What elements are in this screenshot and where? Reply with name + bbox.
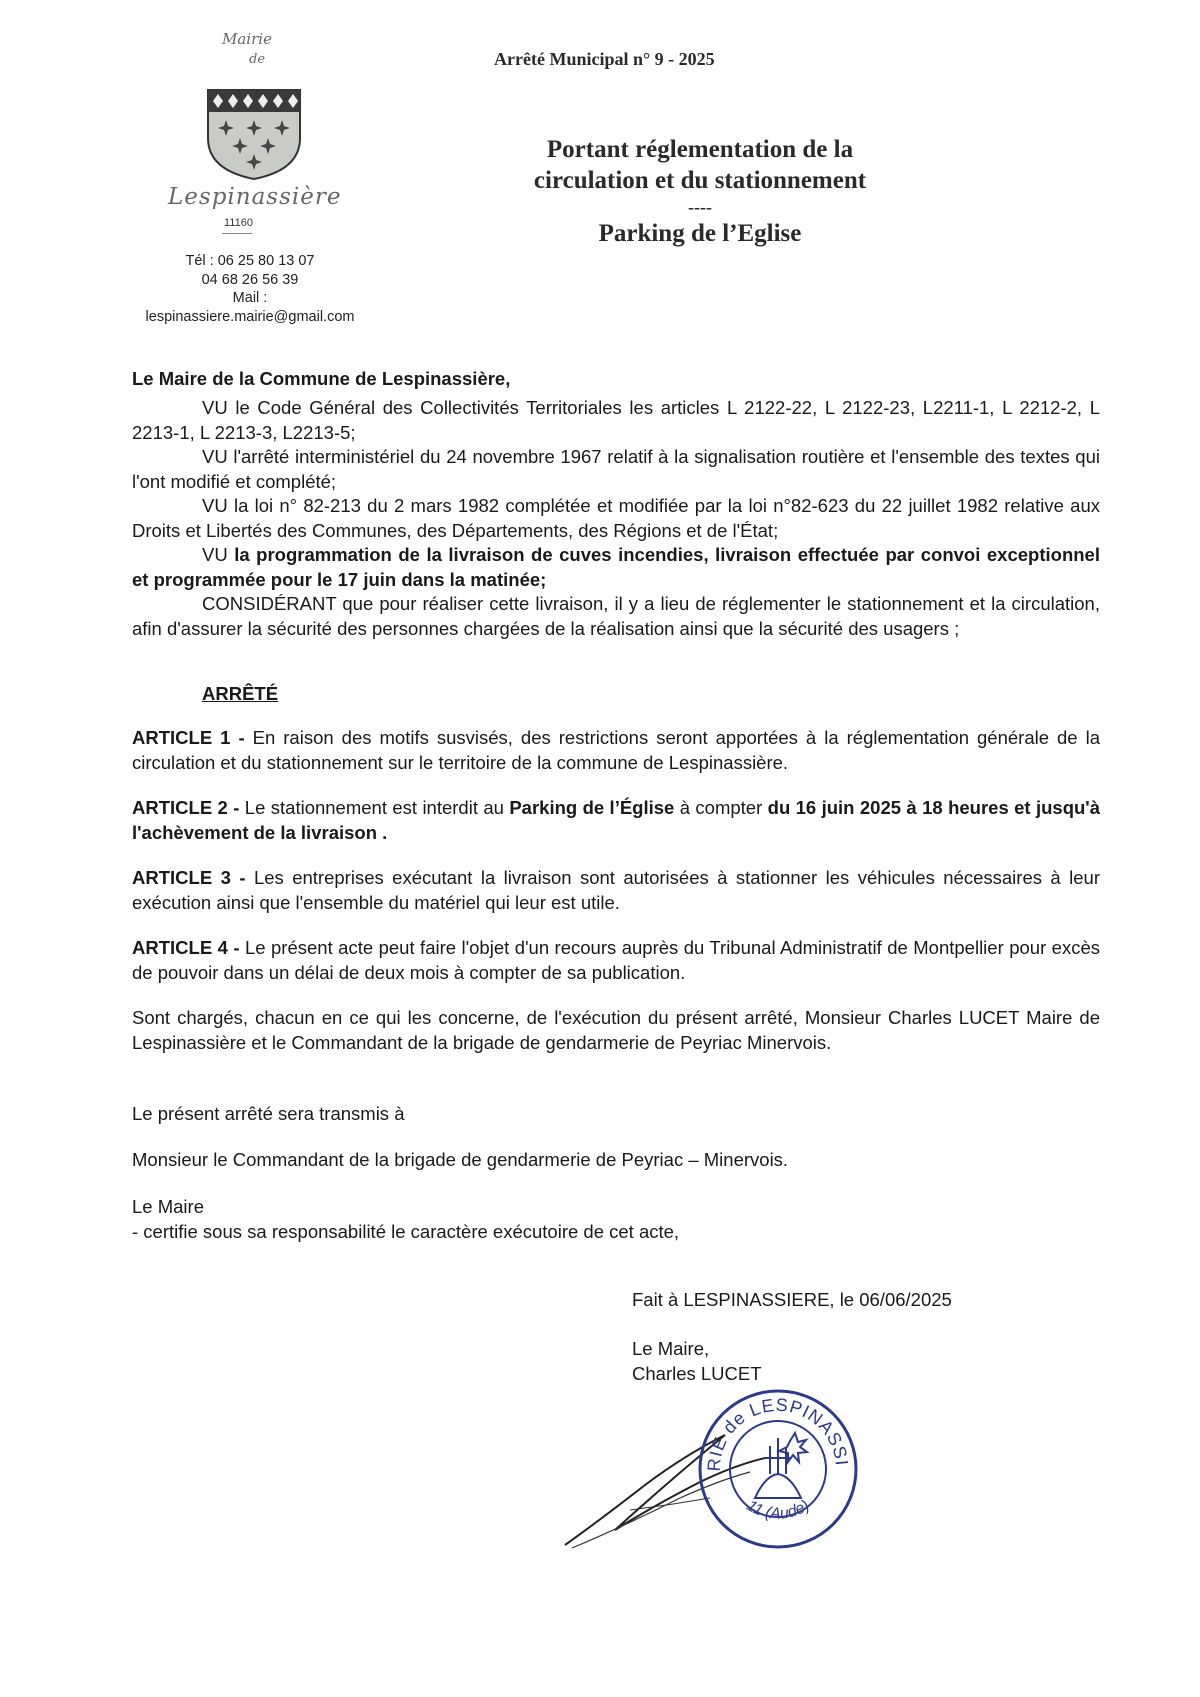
visa-prefix: VU bbox=[202, 544, 235, 565]
mail-label: Mail : bbox=[232, 290, 268, 306]
certification-text: - certifie sous sa responsabilité le caractère exécutoire de cet acte, bbox=[132, 1220, 680, 1242]
postal-underline bbox=[222, 233, 252, 234]
article-4-text: Le présent acte peut faire l'objet d'un recours auprès du Tribunal Administratif de Montpellier pour excès de pouvoir dans un délai de deux mois à compter de sa publication. bbox=[132, 937, 1101, 983]
logo-line-mairie: Mairie bbox=[222, 30, 272, 48]
transmission-recipient: Monsieur le Commandant de la brigade de gendarmerie de Peyriac – Minervois. bbox=[132, 1149, 789, 1170]
article-4-label: ARTICLE 4 - bbox=[132, 937, 240, 958]
postal-code: 11160 bbox=[224, 217, 253, 229]
signatory-name: Charles LUCET bbox=[632, 1362, 762, 1384]
visa-programmation bbox=[132, 543, 1100, 592]
article-4 bbox=[132, 936, 1100, 985]
visa-programmation-bold: la programmation de la livraison de cuves incendies, livraison effectuée par convoi exceptionnel et programmée pour le 17 juin dans la matinée; bbox=[132, 544, 1100, 590]
certification-title: Le Maire bbox=[132, 1196, 204, 1217]
coat-of-arms-logo bbox=[204, 86, 304, 182]
article-1 bbox=[132, 726, 1100, 775]
telephone-1: Tél : 06 25 80 13 07 bbox=[185, 253, 315, 269]
visa-arrete-1967: VU l'arrêté interministériel du 24 novembre 1967 relatif à la signalisation routière et l'ensemble des textes qui l'ont modifié et complété; bbox=[132, 446, 1100, 492]
signatory-block bbox=[632, 1337, 762, 1386]
article-2-text-2: à compter bbox=[674, 797, 768, 818]
logo-commune-name: Lespinassière bbox=[168, 184, 342, 210]
telephone-2: 04 68 26 56 39 bbox=[201, 271, 299, 288]
article-2-label: ARTICLE 2 - bbox=[132, 797, 240, 818]
arrete-heading: ARRÊTÉ bbox=[202, 683, 279, 704]
certification-block bbox=[132, 1195, 679, 1244]
visa-cgct: VU le Code Général des Collectivités Territoriales les articles L 2122-22, L 2122-23, L2211-1, L 2212-2, L 2213-1, L 2213-3, L2213-5; bbox=[132, 397, 1100, 443]
article-1-label: ARTICLE 1 - bbox=[132, 727, 245, 748]
article-3-text: Les entreprises exécutant la livraison sont autorisées à stationner les véhicules nécessaires à leur exécution ainsi que l'ensemble du matériel qui leur est utile. bbox=[132, 867, 1101, 913]
article-2-dates: du 16 juin 2025 à 18 heures et jusqu'à l'achèvement de la livraison . bbox=[132, 797, 1100, 843]
logo-line-de: de bbox=[249, 52, 266, 67]
title-line-2: circulation et du stationnement bbox=[533, 167, 867, 194]
considerant: CONSIDÉRANT que pour réaliser cette livraison, il y a lieu de réglementer le stationnement et la circulation, afin d'assurer la sécurité des personnes chargées de la réalisation ainsi que la sécurité des usagers ; bbox=[132, 593, 1100, 639]
arrete-reference: Arrêté Municipal n° 9 - 2025 bbox=[494, 49, 715, 69]
stamp-top-text: RIE de LESPINASSI bbox=[703, 1394, 852, 1473]
mairie-stamp bbox=[695, 1386, 861, 1552]
article-2-text-1: Le stationnement est interdit au bbox=[239, 797, 510, 818]
article-3 bbox=[132, 866, 1100, 915]
article-2 bbox=[132, 796, 1100, 845]
article-3-label: ARTICLE 3 - bbox=[132, 867, 246, 888]
article-1-text: En raison des motifs susvisés, des restrictions seront apportées à la réglementation générale de la circulation et du stationnement sur le territoire de la commune de Lespinassière. bbox=[132, 727, 1100, 773]
article-2-location: Parking de l’Église bbox=[509, 797, 675, 818]
stamp-bottom-text: 11 (Aude) bbox=[743, 1497, 813, 1523]
contact-block bbox=[120, 252, 380, 326]
title-separator: ---- bbox=[688, 197, 712, 217]
visa-loi-1982: VU la loi n° 82-213 du 2 mars 1982 complétée et modifiée par la loi n°82-623 du 22 juillet 1982 relative aux Droits et Libertés des Communes, des Départements, des Régions et de l'État; bbox=[132, 495, 1100, 541]
transmission-line: Le présent arrêté sera transmis à bbox=[132, 1103, 405, 1124]
execution-clause: Sont chargés, chacun en ce qui les concerne, de l'exécution du présent arrêté, Monsieur Charles LUCET Maire de Lespinassière et le Commandant de la brigade de gendarmerie de Peyriac Minervois. bbox=[132, 1007, 1100, 1053]
stamp-emblem-icon bbox=[755, 1433, 807, 1498]
title-line-3: Parking de l’Eglise bbox=[598, 220, 802, 247]
fait-a-date: Fait à LESPINASSIERE, le 06/06/2025 bbox=[632, 1289, 952, 1310]
email-address: lespinassiere.mairie@gmail.com bbox=[145, 308, 355, 325]
title-line-1: Portant réglementation de la bbox=[546, 136, 854, 163]
mayor-heading: Le Maire de la Commune de Lespinassière, bbox=[132, 368, 511, 389]
visas-section bbox=[132, 396, 1100, 641]
document-title bbox=[500, 134, 900, 249]
signatory-role: Le Maire, bbox=[632, 1338, 710, 1359]
